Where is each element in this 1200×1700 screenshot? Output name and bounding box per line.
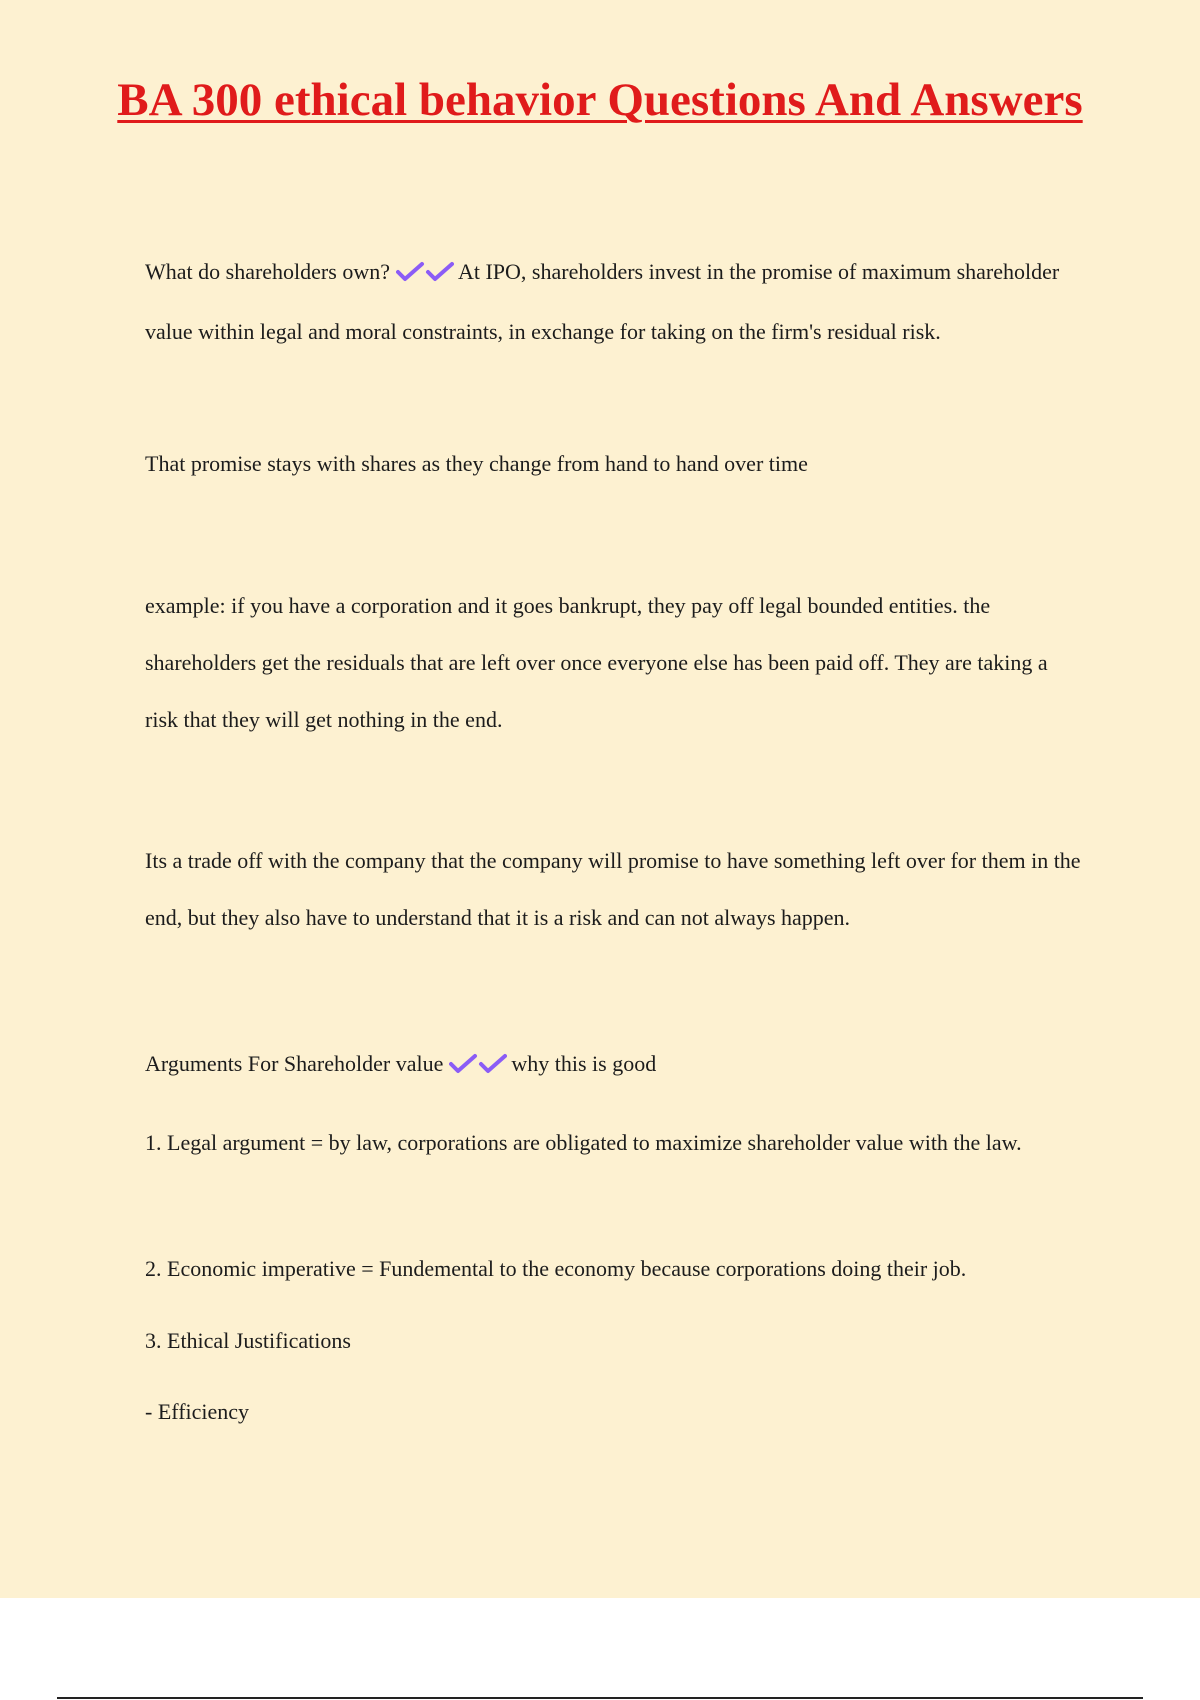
question-shareholders-own [145,243,1085,360]
list-item-economic-imperative: 2. Economic imperative = Fundemental to the economy because corporations doing their job. [145,1256,967,1281]
footer-divider [57,1697,1143,1699]
double-check-icon [396,246,454,303]
answer-text: why this is good [511,1051,657,1076]
list-item-legal-argument: 1. Legal argument = by law, corporations are obligated to maximize shareholder value with the law. [145,1130,1022,1155]
question-text: Arguments For Shareholder value [145,1051,444,1076]
document-title: BA 300 ethical behavior Questions And Answers [117,74,1083,126]
paragraph-example: example: if you have a corporation and it goes bankrupt, they pay off legal bounded entities. the shareholders get the residuals that are left over once everyone else has been paid off. They are taking a risk that they will get nothing in the end. [145,593,1048,732]
list-item-ethical-justifications: 3. Ethical Justifications [145,1328,351,1353]
paragraph-tradeoff: Its a trade off with the company that the company will promise to have something left over for them in the end, but they also have to understand that it is a risk and can not always happen. [145,848,1081,930]
double-check-icon [449,1052,507,1082]
paragraph-promise: That promise stays with shares as they change from hand to hand over time [145,451,808,476]
answer-text: At IPO, shareholders invest in the promise of maximum shareholder value within legal and moral constraints, in exchange for taking on the firm's residual risk. [145,259,1060,344]
question-text: What do shareholders own? [145,259,390,284]
question-arguments [145,1049,1085,1082]
list-item-efficiency: - Efficiency [145,1399,250,1424]
